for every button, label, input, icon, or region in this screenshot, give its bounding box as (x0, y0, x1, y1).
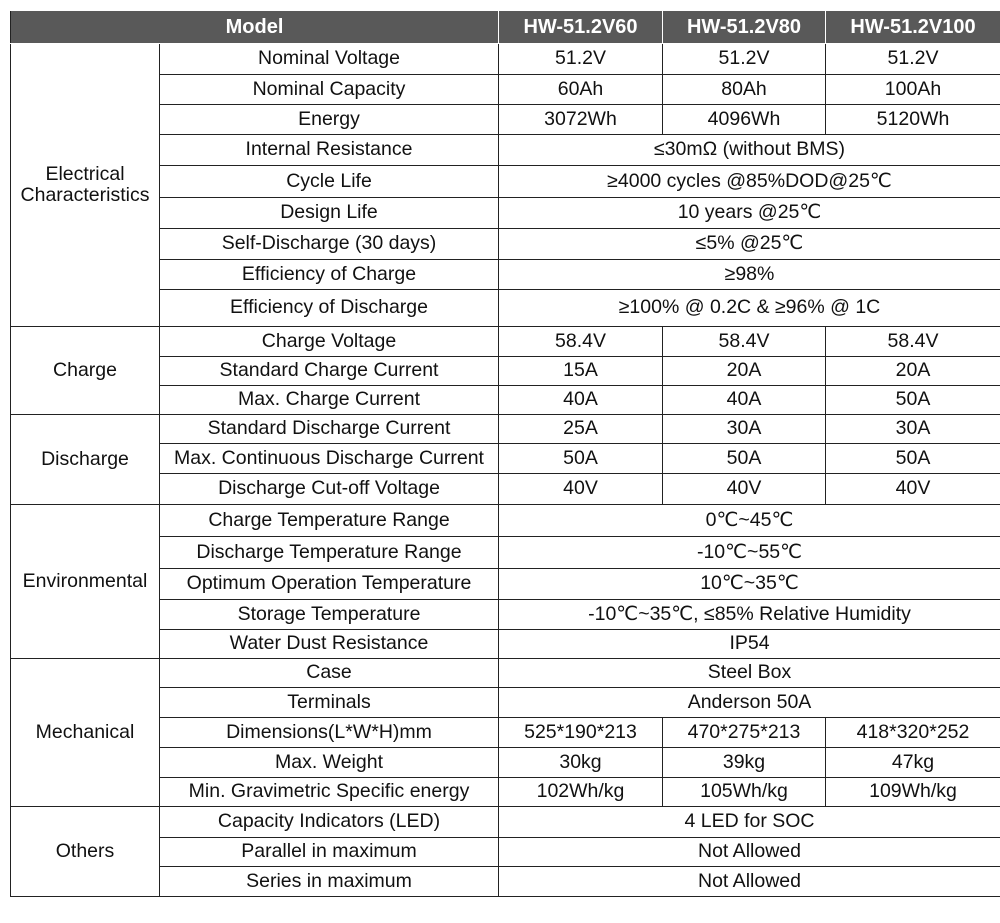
shared-value-cell: Steel Box (499, 659, 1000, 688)
table-row (11, 135, 1000, 166)
value-cell: 40V (663, 474, 826, 505)
parameter-label: Nominal Voltage (160, 44, 499, 75)
value-cell: 30A (663, 415, 826, 444)
value-cell: 58.4V (499, 327, 663, 357)
table-row (11, 659, 1000, 688)
parameter-label: Case (160, 659, 499, 688)
parameter-label: Max. Charge Current (160, 386, 499, 415)
table-row (11, 718, 1000, 748)
value-cell: 3072Wh (499, 105, 663, 135)
value-cell: 15A (499, 357, 663, 386)
shared-value-cell: ≥4000 cycles @85%DOD@25℃ (499, 166, 1000, 198)
value-cell: 5120Wh (826, 105, 1000, 135)
value-cell: 4096Wh (663, 105, 826, 135)
shared-value-cell: IP54 (499, 630, 1000, 659)
value-cell: 51.2V (499, 44, 663, 75)
value-cell: 40A (499, 386, 663, 415)
value-cell: 50A (663, 444, 826, 474)
parameter-label: Optimum Operation Temperature (160, 569, 499, 600)
parameter-label: Standard Discharge Current (160, 415, 499, 444)
table-row (11, 198, 1000, 229)
table-row (11, 386, 1000, 415)
shared-value-cell: Not Allowed (499, 838, 1000, 867)
table-row (11, 778, 1000, 807)
category-cell: Discharge (11, 415, 160, 505)
shared-value-cell: ≥98% (499, 260, 1000, 290)
model-header: Model (11, 11, 499, 44)
header-row (11, 11, 1000, 44)
table-row (11, 105, 1000, 135)
shared-value-cell: ≤5% @25℃ (499, 229, 1000, 260)
value-cell: 418*320*252 (826, 718, 1000, 748)
parameter-label: Charge Temperature Range (160, 505, 499, 537)
shared-value-cell: ≤30mΩ (without BMS) (499, 135, 1000, 166)
parameter-label: Terminals (160, 688, 499, 718)
parameter-label: Energy (160, 105, 499, 135)
shared-value-cell: 4 LED for SOC (499, 807, 1000, 838)
shared-value-cell: 0℃~45℃ (499, 505, 1000, 537)
shared-value-cell: ≥100% @ 0.2C & ≥96% @ 1C (499, 290, 1000, 327)
value-cell: 51.2V (663, 44, 826, 75)
table-row (11, 807, 1000, 838)
parameter-label: Internal Resistance (160, 135, 499, 166)
value-cell: 25A (499, 415, 663, 444)
parameter-label: Standard Charge Current (160, 357, 499, 386)
table-row (11, 229, 1000, 260)
value-cell: 105Wh/kg (663, 778, 826, 807)
table-row (11, 327, 1000, 357)
table-row (11, 600, 1000, 630)
parameter-label: Max. Continuous Discharge Current (160, 444, 499, 474)
parameter-label: Charge Voltage (160, 327, 499, 357)
table-row (11, 166, 1000, 198)
parameter-label: Discharge Cut-off Voltage (160, 474, 499, 505)
value-cell: 525*190*213 (499, 718, 663, 748)
value-cell: 58.4V (826, 327, 1000, 357)
shared-value-cell: 10℃~35℃ (499, 569, 1000, 600)
parameter-label: Max. Weight (160, 748, 499, 778)
value-cell: 50A (826, 444, 1000, 474)
value-cell: 40A (663, 386, 826, 415)
table-row (11, 867, 1000, 897)
parameter-label: Nominal Capacity (160, 75, 499, 105)
model-name-header: HW-51.2V80 (663, 11, 826, 44)
table-row (11, 474, 1000, 505)
category-cell: Others (11, 807, 160, 897)
parameter-label: Discharge Temperature Range (160, 537, 499, 569)
table-row (11, 688, 1000, 718)
parameter-label: Water Dust Resistance (160, 630, 499, 659)
value-cell: 51.2V (826, 44, 1000, 75)
table-row (11, 537, 1000, 569)
spec-body (11, 44, 1000, 897)
parameter-label: Design Life (160, 198, 499, 229)
value-cell: 100Ah (826, 75, 1000, 105)
table-row (11, 75, 1000, 105)
table-row (11, 838, 1000, 867)
shared-value-cell: 10 years @25℃ (499, 198, 1000, 229)
value-cell: 20A (663, 357, 826, 386)
parameter-label: Dimensions(L*W*H)mm (160, 718, 499, 748)
table-row (11, 357, 1000, 386)
table-row (11, 748, 1000, 778)
model-name-header: HW-51.2V100 (826, 11, 1000, 44)
parameter-label: Min. Gravimetric Specific energy (160, 778, 499, 807)
value-cell: 60Ah (499, 75, 663, 105)
table-row (11, 260, 1000, 290)
shared-value-cell: -10℃~55℃ (499, 537, 1000, 569)
value-cell: 39kg (663, 748, 826, 778)
value-cell: 47kg (826, 748, 1000, 778)
table-row (11, 290, 1000, 327)
value-cell: 50A (499, 444, 663, 474)
value-cell: 40V (826, 474, 1000, 505)
table-row (11, 444, 1000, 474)
parameter-label: Cycle Life (160, 166, 499, 198)
value-cell: 102Wh/kg (499, 778, 663, 807)
table-row (11, 630, 1000, 659)
value-cell: 20A (826, 357, 1000, 386)
shared-value-cell: -10℃~35℃, ≤85% Relative Humidity (499, 600, 1000, 630)
shared-value-cell: Anderson 50A (499, 688, 1000, 718)
value-cell: 470*275*213 (663, 718, 826, 748)
category-cell: Electrical Characteristics (11, 44, 160, 327)
parameter-label: Efficiency of Discharge (160, 290, 499, 327)
model-name-header: HW-51.2V60 (499, 11, 663, 44)
value-cell: 109Wh/kg (826, 778, 1000, 807)
spec-table (10, 10, 1000, 897)
value-cell: 40V (499, 474, 663, 505)
category-cell: Charge (11, 327, 160, 415)
parameter-label: Capacity Indicators (LED) (160, 807, 499, 838)
table-row (11, 569, 1000, 600)
category-cell: Mechanical (11, 659, 160, 807)
value-cell: 30kg (499, 748, 663, 778)
value-cell: 50A (826, 386, 1000, 415)
parameter-label: Series in maximum (160, 867, 499, 897)
table-row (11, 44, 1000, 75)
parameter-label: Self-Discharge (30 days) (160, 229, 499, 260)
table-row (11, 415, 1000, 444)
parameter-label: Efficiency of Charge (160, 260, 499, 290)
value-cell: 30A (826, 415, 1000, 444)
value-cell: 58.4V (663, 327, 826, 357)
category-cell: Environmental (11, 505, 160, 659)
parameter-label: Parallel in maximum (160, 838, 499, 867)
value-cell: 80Ah (663, 75, 826, 105)
table-row (11, 505, 1000, 537)
parameter-label: Storage Temperature (160, 600, 499, 630)
shared-value-cell: Not Allowed (499, 867, 1000, 897)
